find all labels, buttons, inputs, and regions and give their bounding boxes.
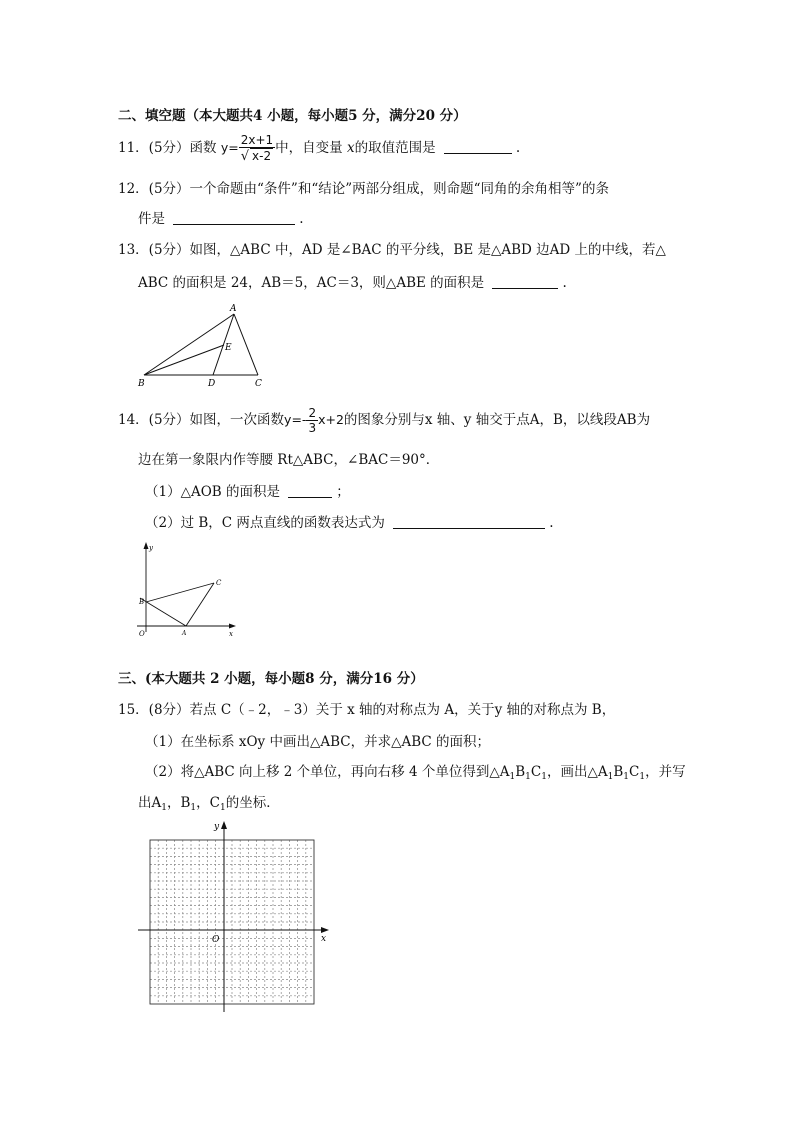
q15-sub-index: 1 xyxy=(219,803,226,813)
q12-end: . xyxy=(299,211,304,227)
q15-y-arrow-icon xyxy=(221,821,227,829)
q14-number: 14．(5分）如图，一次函数 xyxy=(118,412,285,428)
q13-answer-blank[interactable] xyxy=(492,274,558,289)
question-15-line3 xyxy=(138,791,280,813)
question-15-sub2 xyxy=(145,760,686,782)
q13-segment-ac xyxy=(234,314,258,375)
q15-line3-part-b: ，B xyxy=(166,795,191,811)
q13-label-d: D xyxy=(208,379,216,389)
question-15-sub1: （1）在坐标系 xOy 中画出△ABC，并求△ABC 的面积； xyxy=(145,734,491,750)
q15-sub-index: 1 xyxy=(639,772,646,782)
q14-label-a: A xyxy=(182,630,187,637)
q12-line2-text: 件是 xyxy=(138,211,165,227)
q11-answer-blank[interactable] xyxy=(444,139,512,154)
q14-label-b: B xyxy=(139,598,145,606)
q13-triangle-figure xyxy=(136,302,266,390)
q15-label-y: y xyxy=(214,822,220,832)
q11-numerator: 2x+1 xyxy=(240,133,274,147)
q14-denominator: 3 xyxy=(308,421,317,435)
q14-sub1-end: ； xyxy=(336,484,350,500)
q14-sub2-end: . xyxy=(549,515,554,531)
q14-label-c: C xyxy=(216,579,222,587)
q14-coordinate-figure xyxy=(134,540,239,640)
q14-x-arrow-icon xyxy=(229,624,236,629)
q11-number: 11．(5分）函数 xyxy=(118,140,217,156)
q14-sub1-text: （1）△AOB 的面积是 xyxy=(145,484,280,500)
q14-numerator: 2 xyxy=(308,406,317,420)
q15-line3-part-a: 出A xyxy=(138,795,162,811)
q13-label-b: B xyxy=(138,379,145,389)
q11-y-eq: y= xyxy=(220,140,239,155)
question-12-line1: 12．(5分）一个命题由“条件”和“结论”两部分组成，则命题“同角的余角相等”的条 xyxy=(118,181,609,197)
q15-sub2-part-d: ，画出△A xyxy=(546,764,608,780)
q15-label-x: x xyxy=(321,934,327,944)
q15-sub2-part-c: C xyxy=(530,764,542,780)
question-13-line2 xyxy=(138,271,567,291)
q11-after: 中，自变量 xyxy=(275,140,343,156)
q15-line3-part-c: ，C xyxy=(196,795,220,811)
q14-sub2-text: （2）过 B，C 两点直线的函数表达式为 xyxy=(145,515,385,531)
q11-denominator-wrap xyxy=(241,148,273,164)
q15-line3-part-d: 的坐标． xyxy=(225,795,280,811)
q15-sub2-part-a: （2）将△ABC 向上移 2 个单位，再向右移 4 个单位得到△A xyxy=(145,764,510,780)
q15-sub2-part-e: B xyxy=(613,764,624,780)
q15-sub-index: 1 xyxy=(607,772,614,782)
q11-denominator: x-2 xyxy=(252,149,272,163)
question-12-line2 xyxy=(138,207,304,227)
q15-sub-index: 1 xyxy=(623,772,629,782)
q15-label-o: O xyxy=(212,935,220,945)
q13-segment-be xyxy=(144,345,224,375)
question-15-line1: 15．(8分）若点 C（﹣2，﹣3）关于 x 轴的对称点为 A，关于y 轴的对称点为 B， xyxy=(118,702,616,718)
q11-tail: 的取值范围是 xyxy=(354,140,436,156)
q14-label-o: O xyxy=(139,630,145,638)
section-2-header: 二、填空题（本大题共4 小题，每小题5 分，满分20 分） xyxy=(118,108,467,124)
section-3-header: 三、(本大题共 2 小题，每小题8 分，满分16 分） xyxy=(118,671,424,687)
q13-end: . xyxy=(562,275,567,291)
q15-sub2-part-f: C xyxy=(629,764,640,780)
q14-rest: 的图象分别与x 轴、y 轴交于点A，B，以线段AB为 xyxy=(343,412,651,428)
q15-sub-index: 1 xyxy=(541,772,547,782)
q14-sub2-answer-blank[interactable] xyxy=(393,514,545,529)
question-13-line1: 13．(5分）如图，△ABC 中，AD 是∠BAC 的平分线，BE 是△ABD 边AD 上的中线，若△ xyxy=(118,242,666,258)
q14-y-arrow-icon xyxy=(144,542,149,549)
q15-coordinate-grid xyxy=(134,818,334,1018)
q15-sub-index: 1 xyxy=(161,803,167,813)
q11-var: x xyxy=(346,140,355,156)
q14-after-frac: x+2 xyxy=(318,412,344,427)
q14-label-x: x xyxy=(229,630,233,638)
q14-label-y: y xyxy=(149,544,153,552)
question-14-line2: 边在第一象限内作等腰 Rt△ABC，∠BAC＝90°． xyxy=(138,452,440,468)
q13-segment-ab xyxy=(144,314,234,375)
q12-answer-blank[interactable] xyxy=(173,210,295,225)
q13-label-c: C xyxy=(255,379,262,389)
question-14-line1 xyxy=(118,406,650,435)
q11-fraction xyxy=(239,133,275,164)
q15-x-arrow-icon xyxy=(321,927,329,933)
question-11 xyxy=(118,133,520,164)
sqrt-icon: √ xyxy=(240,149,250,164)
q11-end: . xyxy=(515,140,521,156)
q14-y-eq: y=- xyxy=(284,412,307,427)
q15-sub2-part-b: B xyxy=(515,764,526,780)
q13-line2-text: ABC 的面积是 24，AB＝5，AC＝3，则△ABE 的面积是 xyxy=(138,275,485,291)
q13-label-a: A xyxy=(230,304,237,314)
question-14-sub1 xyxy=(145,480,350,500)
question-14-sub2 xyxy=(145,511,554,531)
q14-sub1-answer-blank[interactable] xyxy=(288,483,332,498)
q15-sub-index: 1 xyxy=(525,772,531,782)
q15-sub-index: 1 xyxy=(190,803,197,813)
q15-sub2-part-g: ，并写 xyxy=(645,764,686,780)
q13-label-e: E xyxy=(225,343,232,353)
q14-fraction xyxy=(306,406,318,435)
q15-sub-index: 1 xyxy=(509,772,516,782)
q15-grid-lines xyxy=(150,840,314,1004)
